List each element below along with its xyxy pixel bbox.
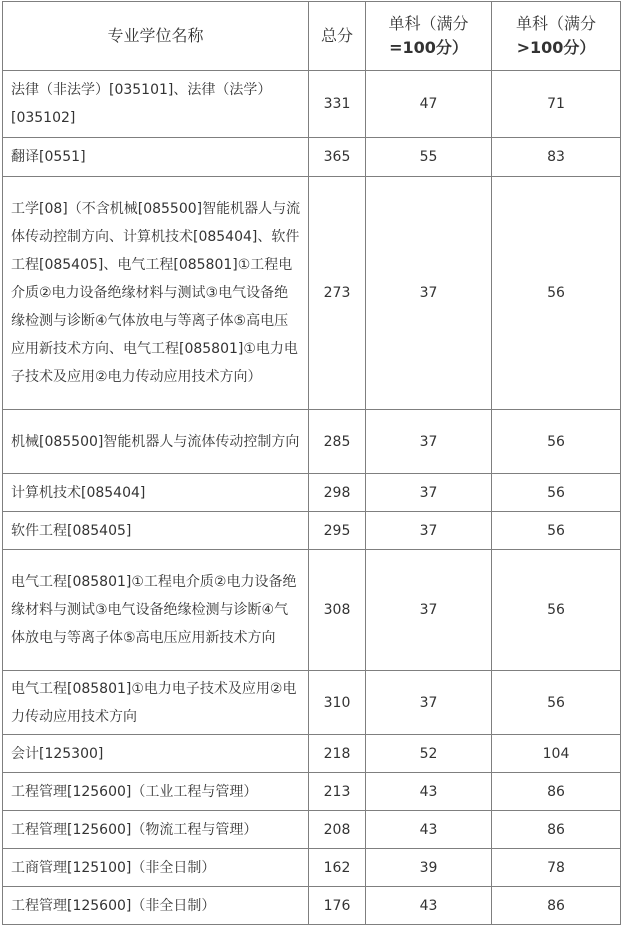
single-100-cell: 37 [366, 512, 492, 550]
single-gt100-cell: 56 [492, 671, 621, 735]
single-100-cell: 37 [366, 550, 492, 671]
total-score-cell: 308 [309, 550, 366, 671]
single-gt100-cell: 86 [492, 887, 621, 925]
program-name-cell: 工程管理[125600]（非全日制） [3, 887, 309, 925]
single-gt100-cell: 104 [492, 735, 621, 773]
total-score-cell: 213 [309, 773, 366, 811]
table-row [3, 550, 621, 671]
single-gt100-cell: 56 [492, 177, 621, 410]
single-gt100-cell: 56 [492, 550, 621, 671]
program-name-cell: 电气工程[085801]①工程电介质②电力设备绝缘材料与测试③电气设备绝缘检测与诊断④气体放电与等离子体⑤高电压应用新技术方向 [3, 550, 309, 671]
table-row [3, 512, 621, 550]
total-score-cell: 176 [309, 887, 366, 925]
total-score-cell: 295 [309, 512, 366, 550]
program-name-cell: 计算机技术[085404] [3, 474, 309, 512]
program-name-cell: 法律（非法学）[035101]、法律（法学）[035102] [3, 71, 309, 138]
total-score-cell: 208 [309, 811, 366, 849]
table-row [3, 474, 621, 512]
total-score-cell: 162 [309, 849, 366, 887]
single-100-cell: 37 [366, 474, 492, 512]
total-score-cell: 218 [309, 735, 366, 773]
program-name-cell: 软件工程[085405] [3, 512, 309, 550]
table-row [3, 773, 621, 811]
single-100-cell: 43 [366, 887, 492, 925]
single-gt100-cell: 56 [492, 474, 621, 512]
single-100-cell: 47 [366, 71, 492, 138]
total-score-cell: 310 [309, 671, 366, 735]
single-gt100-cell: 78 [492, 849, 621, 887]
program-name-cell: 工学[08]（不含机械[085500]智能机器人与流体传动控制方向、计算机技术[085404]、软件工程[085405]、电气工程[085801]①工程电介质②电力设备绝缘材料与测试③电气设备绝缘检测与诊断④气体放电与等离子体⑤高电压应用新技术方向、电气工程[085801]①电力电子技术及应用②电力传动应用技术方向） [3, 177, 309, 410]
table-row [3, 410, 621, 474]
score-table [2, 1, 621, 925]
program-name-cell: 翻译[0551] [3, 138, 309, 177]
single-gt100-cell: 71 [492, 71, 621, 138]
header-single-gt100-line1: 单科（满分 [515, 14, 596, 33]
table-row [3, 177, 621, 410]
header-name: 专业学位名称 [3, 2, 309, 71]
single-gt100-cell: 83 [492, 138, 621, 177]
single-100-cell: 43 [366, 811, 492, 849]
single-gt100-cell: 56 [492, 410, 621, 474]
header-row [3, 2, 621, 71]
total-score-cell: 365 [309, 138, 366, 177]
program-name-cell: 会计[125300] [3, 735, 309, 773]
table-row [3, 735, 621, 773]
header-single-100-line2: =100分） [389, 38, 468, 57]
single-100-cell: 37 [366, 671, 492, 735]
single-gt100-cell: 86 [492, 811, 621, 849]
total-score-cell: 331 [309, 71, 366, 138]
header-single-100 [366, 2, 492, 71]
single-gt100-cell: 56 [492, 512, 621, 550]
header-single-gt100-line2: >100分） [516, 38, 596, 57]
table-row [3, 138, 621, 177]
table-row [3, 671, 621, 735]
program-name-cell: 电气工程[085801]①电力电子技术及应用②电力传动应用技术方向 [3, 671, 309, 735]
single-100-cell: 37 [366, 177, 492, 410]
total-score-cell: 298 [309, 474, 366, 512]
table-row [3, 887, 621, 925]
table-body [3, 71, 621, 925]
program-name-cell: 工程管理[125600]（物流工程与管理） [3, 811, 309, 849]
table-row [3, 811, 621, 849]
single-100-cell: 39 [366, 849, 492, 887]
single-100-cell: 43 [366, 773, 492, 811]
header-total: 总分 [309, 2, 366, 71]
program-name-cell: 工商管理[125100]（非全日制） [3, 849, 309, 887]
header-single-100-line1: 单科（满分 [388, 14, 469, 33]
program-name-cell: 机械[085500]智能机器人与流体传动控制方向 [3, 410, 309, 474]
single-100-cell: 55 [366, 138, 492, 177]
header-single-gt100 [492, 2, 621, 71]
table-row [3, 849, 621, 887]
single-100-cell: 52 [366, 735, 492, 773]
total-score-cell: 285 [309, 410, 366, 474]
program-name-cell: 工程管理[125600]（工业工程与管理） [3, 773, 309, 811]
total-score-cell: 273 [309, 177, 366, 410]
table-row [3, 71, 621, 138]
single-100-cell: 37 [366, 410, 492, 474]
single-gt100-cell: 86 [492, 773, 621, 811]
